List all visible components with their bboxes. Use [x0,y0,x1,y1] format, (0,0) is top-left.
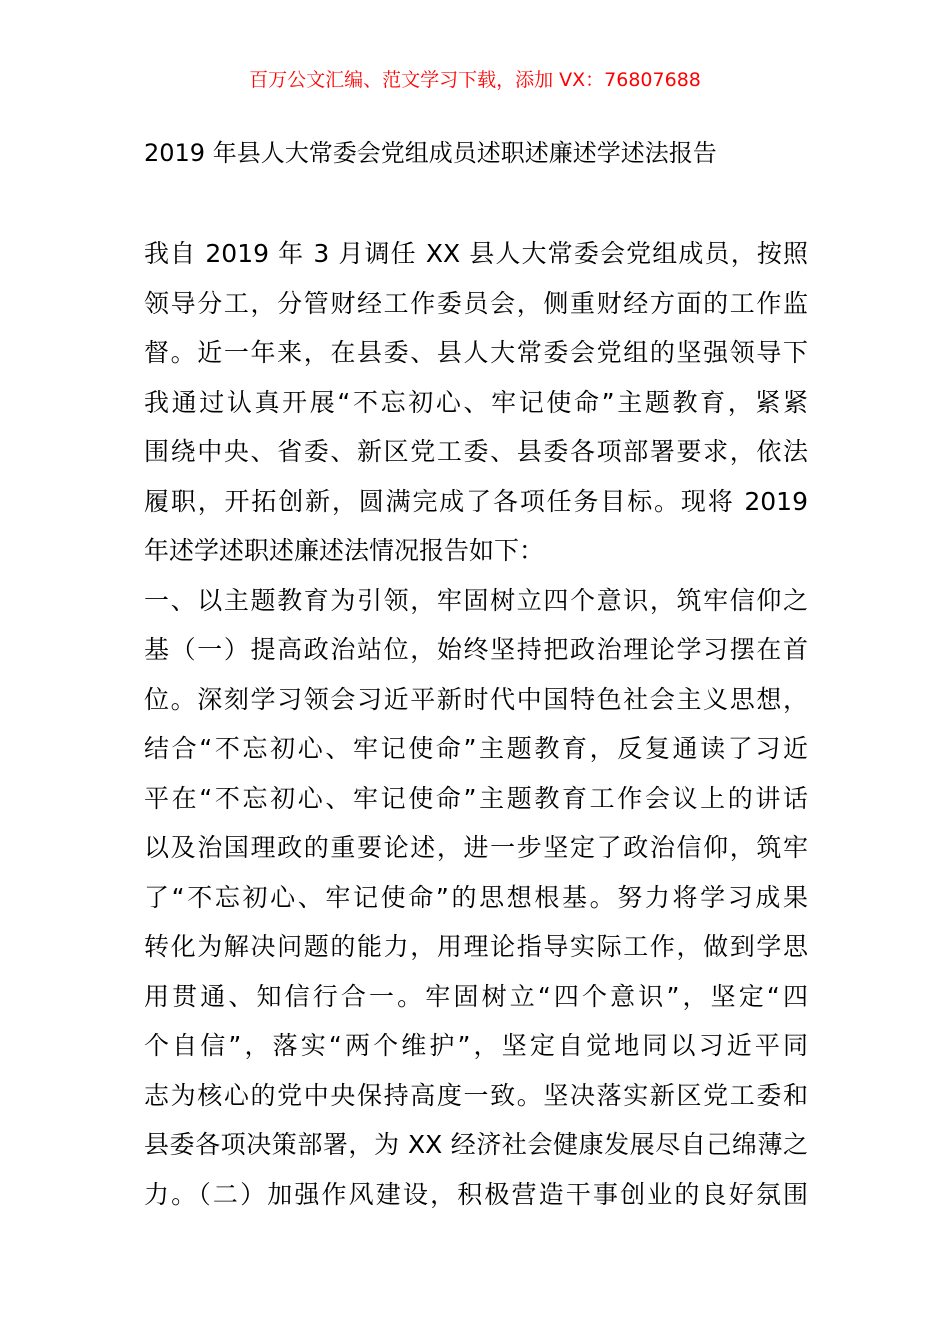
body-line: 年述学述职述廉述法情况报告如下： [144,536,545,565]
body-line: 力。（二）加强作风建设，积极营造干事创业的良好氛围 [144,1179,808,1209]
body-line: 志为核心的党中央保持高度一致。坚决落实新区党工委和 [144,1080,808,1110]
body-line: 基（一）提高政治站位，始终坚持把政治理论学习摆在首 [144,635,808,664]
body-line: 了“不忘初心、牢记使命”的思想根基。努力将学习成果 [144,882,808,912]
body-line: 一、以主题教育为引领，牢固树立四个意识，筑牢信仰之 [144,585,808,615]
body-line: 转化为解决问题的能力，用理论指导实际工作，做到学思 [144,932,808,961]
body-line: 平在“不忘初心、牢记使命”主题教育工作会议上的讲话 [144,783,808,813]
header-note: 百万公文汇编、范文学习下载，添加 VX：76807688 [249,69,701,91]
body-line: 履职，开拓创新，圆满完成了各项任务目标。现将 2019 [144,486,808,516]
body-line: 县委各项决策部署，为 XX 经济社会健康发展尽自己绵薄之 [144,1130,808,1159]
body-line: 位。深刻学习领会习近平新时代中国特色社会主义思想， [144,684,808,714]
body-line: 督。近一年来，在县委、县人大常委会党组的坚强领导下 [144,338,808,367]
body-line: 我自 2019 年 3 月调任 XX 县人大常委会党组成员，按照 [144,239,808,268]
document-body [144,229,808,1219]
body-line: 用贯通、知信行合一。牢固树立“四个意识”，坚定“四 [144,981,808,1011]
document-title: 2019 年县人大常委会党组成员述职述廉述学述法报告 [144,139,717,167]
body-line: 结合“不忘初心、牢记使命”主题教育，反复通读了习近 [144,734,808,763]
body-line: 以及治国理政的重要论述，进一步坚定了政治信仰，筑牢 [144,833,808,862]
body-line: 领导分工，分管财经工作委员会，侧重财经方面的工作监 [144,288,808,318]
body-line: 围绕中央、省委、新区党工委、县委各项部署要求，依法 [144,437,808,466]
body-line: 我通过认真开展“不忘初心、牢记使命”主题教育，紧紧 [144,387,808,417]
body-line: 个自信”，落实“两个维护”，坚定自觉地同以习近平同 [144,1031,808,1060]
